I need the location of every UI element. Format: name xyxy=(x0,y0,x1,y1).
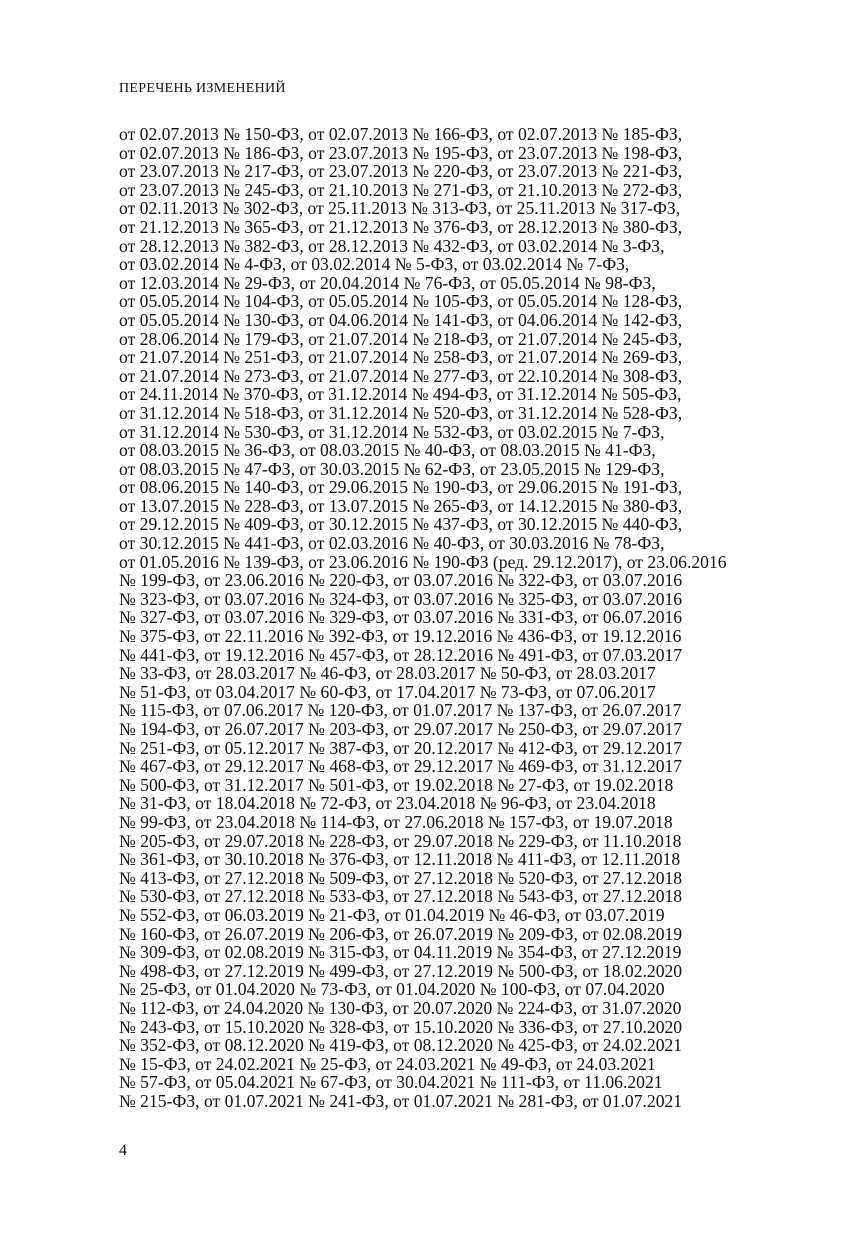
text-line: № 15-ФЗ, от 24.02.2021 № 25-ФЗ, от 24.03.2021 № 49-ФЗ, от 24.03.2021 xyxy=(119,1053,656,1074)
text-line: № 467-ФЗ, от 29.12.2017 № 468-ФЗ, от 29.12.2017 № 469-ФЗ, от 31.12.2017 xyxy=(119,756,683,777)
text-line: № 413-ФЗ, от 27.12.2018 № 509-ФЗ, от 27.12.2018 № 520-ФЗ, от 27.12.2018 xyxy=(119,867,683,888)
text-line: от 31.12.2014 № 530-ФЗ, от 31.12.2014 № 532-ФЗ, от 03.02.2015 № 7-ФЗ, xyxy=(119,421,665,442)
text-line: от 08.03.2015 № 36-ФЗ, от 08.03.2015 № 40-ФЗ, от 08.03.2015 № 41-ФЗ, xyxy=(119,440,656,461)
text-line: от 08.03.2015 № 47-ФЗ, от 30.03.2015 № 62-ФЗ, от 23.05.2015 № 129-ФЗ, xyxy=(119,458,665,479)
text-line: от 05.05.2014 № 104-ФЗ, от 05.05.2014 № 105-ФЗ, от 05.05.2014 № 128-ФЗ, xyxy=(119,291,683,312)
text-line: № 51-ФЗ, от 03.04.2017 № 60-ФЗ, от 17.04.2017 № 73-ФЗ, от 07.06.2017 xyxy=(119,681,656,702)
text-line: № 375-ФЗ, от 22.11.2016 № 392-ФЗ, от 19.12.2016 № 436-ФЗ, от 19.12.2016 xyxy=(119,626,682,647)
text-line: от 29.12.2015 № 409-ФЗ, от 30.12.2015 № 437-ФЗ, от 30.12.2015 № 440-ФЗ, xyxy=(119,514,683,535)
text-line: от 05.05.2014 № 130-ФЗ, от 04.06.2014 № 141-ФЗ, от 04.06.2014 № 142-ФЗ, xyxy=(119,309,683,330)
amendments-list xyxy=(119,125,727,1110)
text-line: № 112-ФЗ, от 24.04.2020 № 130-ФЗ, от 20.07.2020 № 224-ФЗ, от 31.07.2020 xyxy=(119,997,682,1018)
text-line: № 194-ФЗ, от 26.07.2017 № 203-ФЗ, от 29.07.2017 № 250-ФЗ, от 29.07.2017 xyxy=(119,719,683,739)
text-line: № 498-ФЗ, от 27.12.2019 № 499-ФЗ, от 27.12.2019 № 500-ФЗ, от 18.02.2020 xyxy=(119,960,683,981)
text-line: № 361-ФЗ, от 30.10.2018 № 376-ФЗ, от 12.11.2018 № 411-ФЗ, от 12.11.2018 xyxy=(119,849,681,870)
text-line: от 01.05.2016 № 139-ФЗ, от 23.06.2016 № 190-ФЗ (ред. 29.12.2017), от 23.06.2016 xyxy=(119,551,727,572)
text-line: от 21.12.2013 № 365-ФЗ, от 21.12.2013 № 376-ФЗ, от 28.12.2013 № 380-ФЗ, xyxy=(119,216,683,237)
text-line: от 02.07.2013 № 150-ФЗ, от 02.07.2013 № 166-ФЗ, от 02.07.2013 № 185-ФЗ, xyxy=(119,124,683,144)
text-line: № 31-ФЗ, от 18.04.2018 № 72-ФЗ, от 23.04.2018 № 96-ФЗ, от 23.04.2018 xyxy=(119,793,656,814)
text-line: № 99-ФЗ, от 23.04.2018 № 114-ФЗ, от 27.06.2018 № 157-ФЗ, от 19.07.2018 xyxy=(119,811,673,832)
text-line: № 160-ФЗ, от 26.07.2019 № 206-ФЗ, от 26.07.2019 № 209-ФЗ, от 02.08.2019 xyxy=(119,923,683,944)
text-line: от 30.12.2015 № 441-ФЗ, от 02.03.2016 № 40-ФЗ, от 30.03.2016 № 78-ФЗ, xyxy=(119,533,665,554)
text-line: № 199-ФЗ, от 23.06.2016 № 220-ФЗ, от 03.07.2016 № 322-ФЗ, от 03.07.2016 xyxy=(119,570,683,591)
text-line: от 21.07.2014 № 251-ФЗ, от 21.07.2014 № 258-ФЗ, от 21.07.2014 № 269-ФЗ, xyxy=(119,347,683,368)
text-line: от 28.06.2014 № 179-ФЗ, от 21.07.2014 № 218-ФЗ, от 21.07.2014 № 245-ФЗ, xyxy=(119,328,683,349)
text-line: № 205-ФЗ, от 29.07.2018 № 228-ФЗ, от 29.07.2018 № 229-ФЗ, от 11.10.2018 xyxy=(119,830,682,851)
text-line: от 21.07.2014 № 273-ФЗ, от 21.07.2014 № 277-ФЗ, от 22.10.2014 № 308-ФЗ, xyxy=(119,365,683,386)
text-line: № 57-ФЗ, от 05.04.2021 № 67-ФЗ, от 30.04.2021 № 111-ФЗ, от 11.06.2021 xyxy=(119,1072,663,1093)
text-line: от 12.03.2014 № 29-ФЗ, от 20.04.2014 № 76-ФЗ, от 05.05.2014 № 98-ФЗ, xyxy=(119,272,656,293)
text-line: № 323-ФЗ, от 03.07.2016 № 324-ФЗ, от 03.07.2016 № 325-ФЗ, от 03.07.2016 xyxy=(119,588,683,609)
text-line: от 28.12.2013 № 382-ФЗ, от 28.12.2013 № 432-ФЗ, от 03.02.2014 № 3-ФЗ, xyxy=(119,235,665,256)
text-line: № 500-ФЗ, от 31.12.2017 № 501-ФЗ, от 19.02.2018 № 27-ФЗ, от 19.02.2018 xyxy=(119,774,674,795)
text-line: от 08.06.2015 № 140-ФЗ, от 29.06.2015 № 190-ФЗ, от 29.06.2015 № 191-ФЗ, xyxy=(119,477,683,498)
text-line: № 243-ФЗ, от 15.10.2020 № 328-ФЗ, от 15.10.2020 № 336-ФЗ, от 27.10.2020 xyxy=(119,1016,683,1037)
text-line: № 441-ФЗ, от 19.12.2016 № 457-ФЗ, от 28.12.2016 № 491-ФЗ, от 07.03.2017 xyxy=(119,644,683,665)
text-line: № 115-ФЗ, от 07.06.2017 № 120-ФЗ, от 01.07.2017 № 137-ФЗ, от 26.07.2017 xyxy=(119,700,682,721)
text-line: от 03.02.2014 № 4-ФЗ, от 03.02.2014 № 5-ФЗ, от 03.02.2014 № 7-ФЗ, xyxy=(119,254,630,275)
text-line: от 23.07.2013 № 217-ФЗ, от 23.07.2013 № 220-ФЗ, от 23.07.2013 № 221-ФЗ, xyxy=(119,161,683,182)
text-line: № 352-ФЗ, от 08.12.2020 № 419-ФЗ, от 08.12.2020 № 425-ФЗ, от 24.02.2021 xyxy=(119,1035,683,1056)
text-line: № 327-ФЗ, от 03.07.2016 № 329-ФЗ, от 03.07.2016 № 331-ФЗ, от 06.07.2016 xyxy=(119,607,683,628)
running-header: ПЕРЕЧЕНЬ ИЗМЕНЕНИЙ xyxy=(119,81,286,96)
text-line: № 552-ФЗ, от 06.03.2019 № 21-ФЗ, от 01.04.2019 № 46-ФЗ, от 03.07.2019 xyxy=(119,904,665,925)
text-line: от 31.12.2014 № 518-ФЗ, от 31.12.2014 № 520-ФЗ, от 31.12.2014 № 528-ФЗ, xyxy=(119,402,683,423)
text-line: № 309-ФЗ, от 02.08.2019 № 315-ФЗ, от 04.11.2019 № 354-ФЗ, от 27.12.2019 xyxy=(119,942,682,963)
text-line: от 02.11.2013 № 302-ФЗ, от 25.11.2013 № 313-ФЗ, от 25.11.2013 № 317-ФЗ, xyxy=(119,198,681,219)
text-line: от 24.11.2014 № 370-ФЗ, от 31.12.2014 № 494-ФЗ, от 31.12.2014 № 505-ФЗ, xyxy=(119,384,682,405)
page-number: 4 xyxy=(119,1142,127,1159)
text-line: от 13.07.2015 № 228-ФЗ, от 13.07.2015 № 265-ФЗ, от 14.12.2015 № 380-ФЗ, xyxy=(119,495,683,516)
text-line: № 215-ФЗ, от 01.07.2021 № 241-ФЗ, от 01.07.2021 № 281-ФЗ, от 01.07.2021 xyxy=(119,1090,683,1111)
text-line: № 251-ФЗ, от 05.12.2017 № 387-ФЗ, от 20.12.2017 № 412-ФЗ, от 29.12.2017 xyxy=(119,737,683,758)
text-line: № 25-ФЗ, от 01.04.2020 № 73-ФЗ, от 01.04.2020 № 100-ФЗ, от 07.04.2020 xyxy=(119,979,665,1000)
text-line: № 530-ФЗ, от 27.12.2018 № 533-ФЗ, от 27.12.2018 № 543-ФЗ, от 27.12.2018 xyxy=(119,886,683,907)
text-line: от 02.07.2013 № 186-ФЗ, от 23.07.2013 № 195-ФЗ, от 23.07.2013 № 198-ФЗ, xyxy=(119,142,683,163)
text-line: № 33-ФЗ, от 28.03.2017 № 46-ФЗ, от 28.03.2017 № 50-ФЗ, от 28.03.2017 xyxy=(119,663,656,684)
text-line: от 23.07.2013 № 245-ФЗ, от 21.10.2013 № 271-ФЗ, от 21.10.2013 № 272-ФЗ, xyxy=(119,179,683,200)
